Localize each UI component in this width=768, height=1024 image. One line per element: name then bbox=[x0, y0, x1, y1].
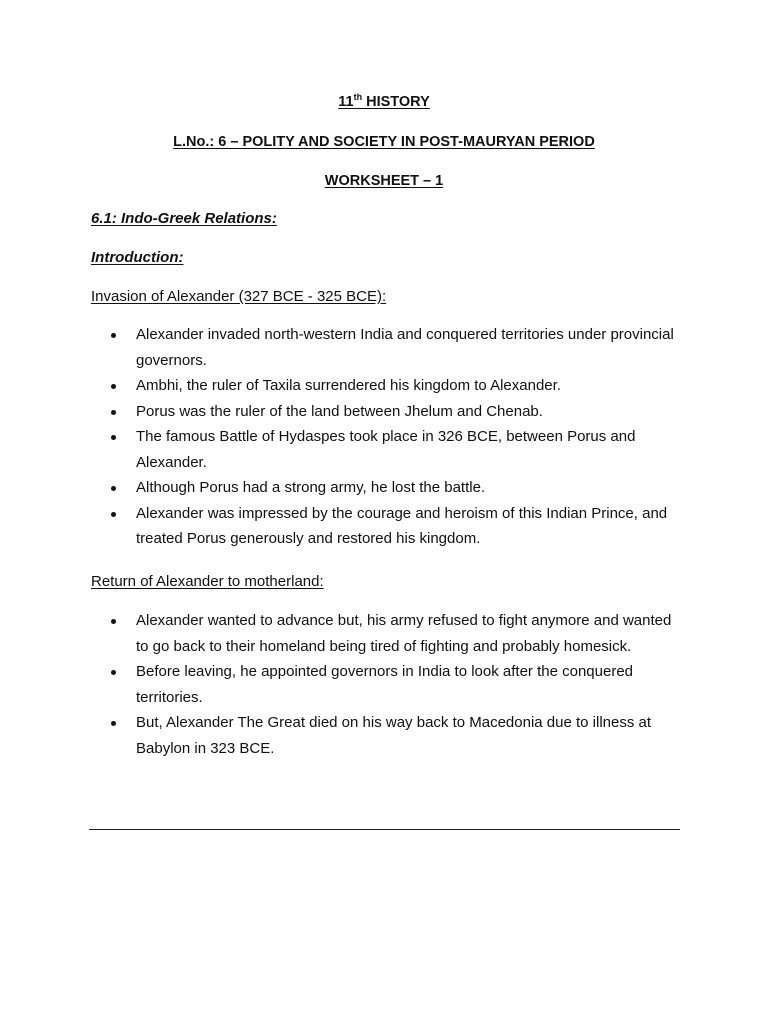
bullet-icon bbox=[111, 410, 116, 415]
list-item bbox=[111, 608, 681, 659]
invasion-bullet-list bbox=[111, 322, 681, 552]
list-item bbox=[111, 424, 681, 475]
list-item-text: Alexander invaded north-western India and conquered territories under provincial governors. bbox=[136, 326, 674, 369]
return-heading: Return of Alexander to motherland: bbox=[91, 573, 324, 590]
bullet-icon bbox=[111, 333, 116, 338]
list-item-text: Although Porus had a strong army, he lost the battle. bbox=[136, 479, 486, 496]
list-item-text: Before leaving, he appointed governors in India to look after the conquered territories. bbox=[136, 663, 634, 706]
list-item bbox=[111, 322, 681, 373]
grade-number: 11 bbox=[338, 94, 354, 110]
page-title bbox=[0, 94, 768, 110]
bullet-icon bbox=[111, 435, 116, 440]
horizontal-divider bbox=[89, 829, 680, 830]
bullet-icon bbox=[111, 619, 116, 624]
bullet-icon bbox=[111, 486, 116, 491]
bullet-icon bbox=[111, 384, 116, 389]
subject-label: HISTORY bbox=[362, 94, 430, 110]
list-item bbox=[111, 659, 681, 710]
invasion-heading: Invasion of Alexander (327 BCE - 325 BCE): bbox=[91, 288, 387, 305]
list-item-text: Porus was the ruler of the land between Jhelum and Chenab. bbox=[136, 402, 543, 420]
list-item-text: But, Alexander The Great died on his way back to Macedonia due to illness at Babylon in 323 BCE. bbox=[136, 714, 652, 757]
list-item bbox=[111, 710, 681, 761]
grade-suffix: th bbox=[353, 92, 363, 102]
list-item-text: Alexander wanted to advance but, his army refused to fight anymore and wanted to go back to their homeland being tired of fighting and probably homesick. bbox=[136, 612, 672, 655]
bullet-icon bbox=[111, 670, 116, 675]
bullet-icon bbox=[111, 512, 116, 517]
list-item-text: Alexander was impressed by the courage and heroism of this Indian Prince, and treated Porus generously and restored his kingdom. bbox=[136, 504, 668, 547]
introduction-heading: Introduction: bbox=[91, 249, 184, 266]
list-item bbox=[111, 373, 681, 399]
list-item bbox=[111, 399, 681, 425]
section-heading: 6.1: Indo-Greek Relations: bbox=[91, 210, 277, 227]
list-item bbox=[111, 475, 681, 501]
return-bullet-list bbox=[111, 608, 681, 761]
list-item-text: The famous Battle of Hydaspes took place in 326 BCE, between Porus and Alexander. bbox=[136, 428, 636, 471]
list-item bbox=[111, 501, 681, 552]
bullet-icon bbox=[111, 721, 116, 726]
lesson-title: L.No.: 6 – POLITY AND SOCIETY IN POST-MAURYAN PERIOD bbox=[173, 134, 595, 150]
worksheet-title: WORKSHEET – 1 bbox=[324, 173, 444, 189]
list-item-text: Ambhi, the ruler of Taxila surrendered his kingdom to Alexander. bbox=[136, 377, 561, 394]
